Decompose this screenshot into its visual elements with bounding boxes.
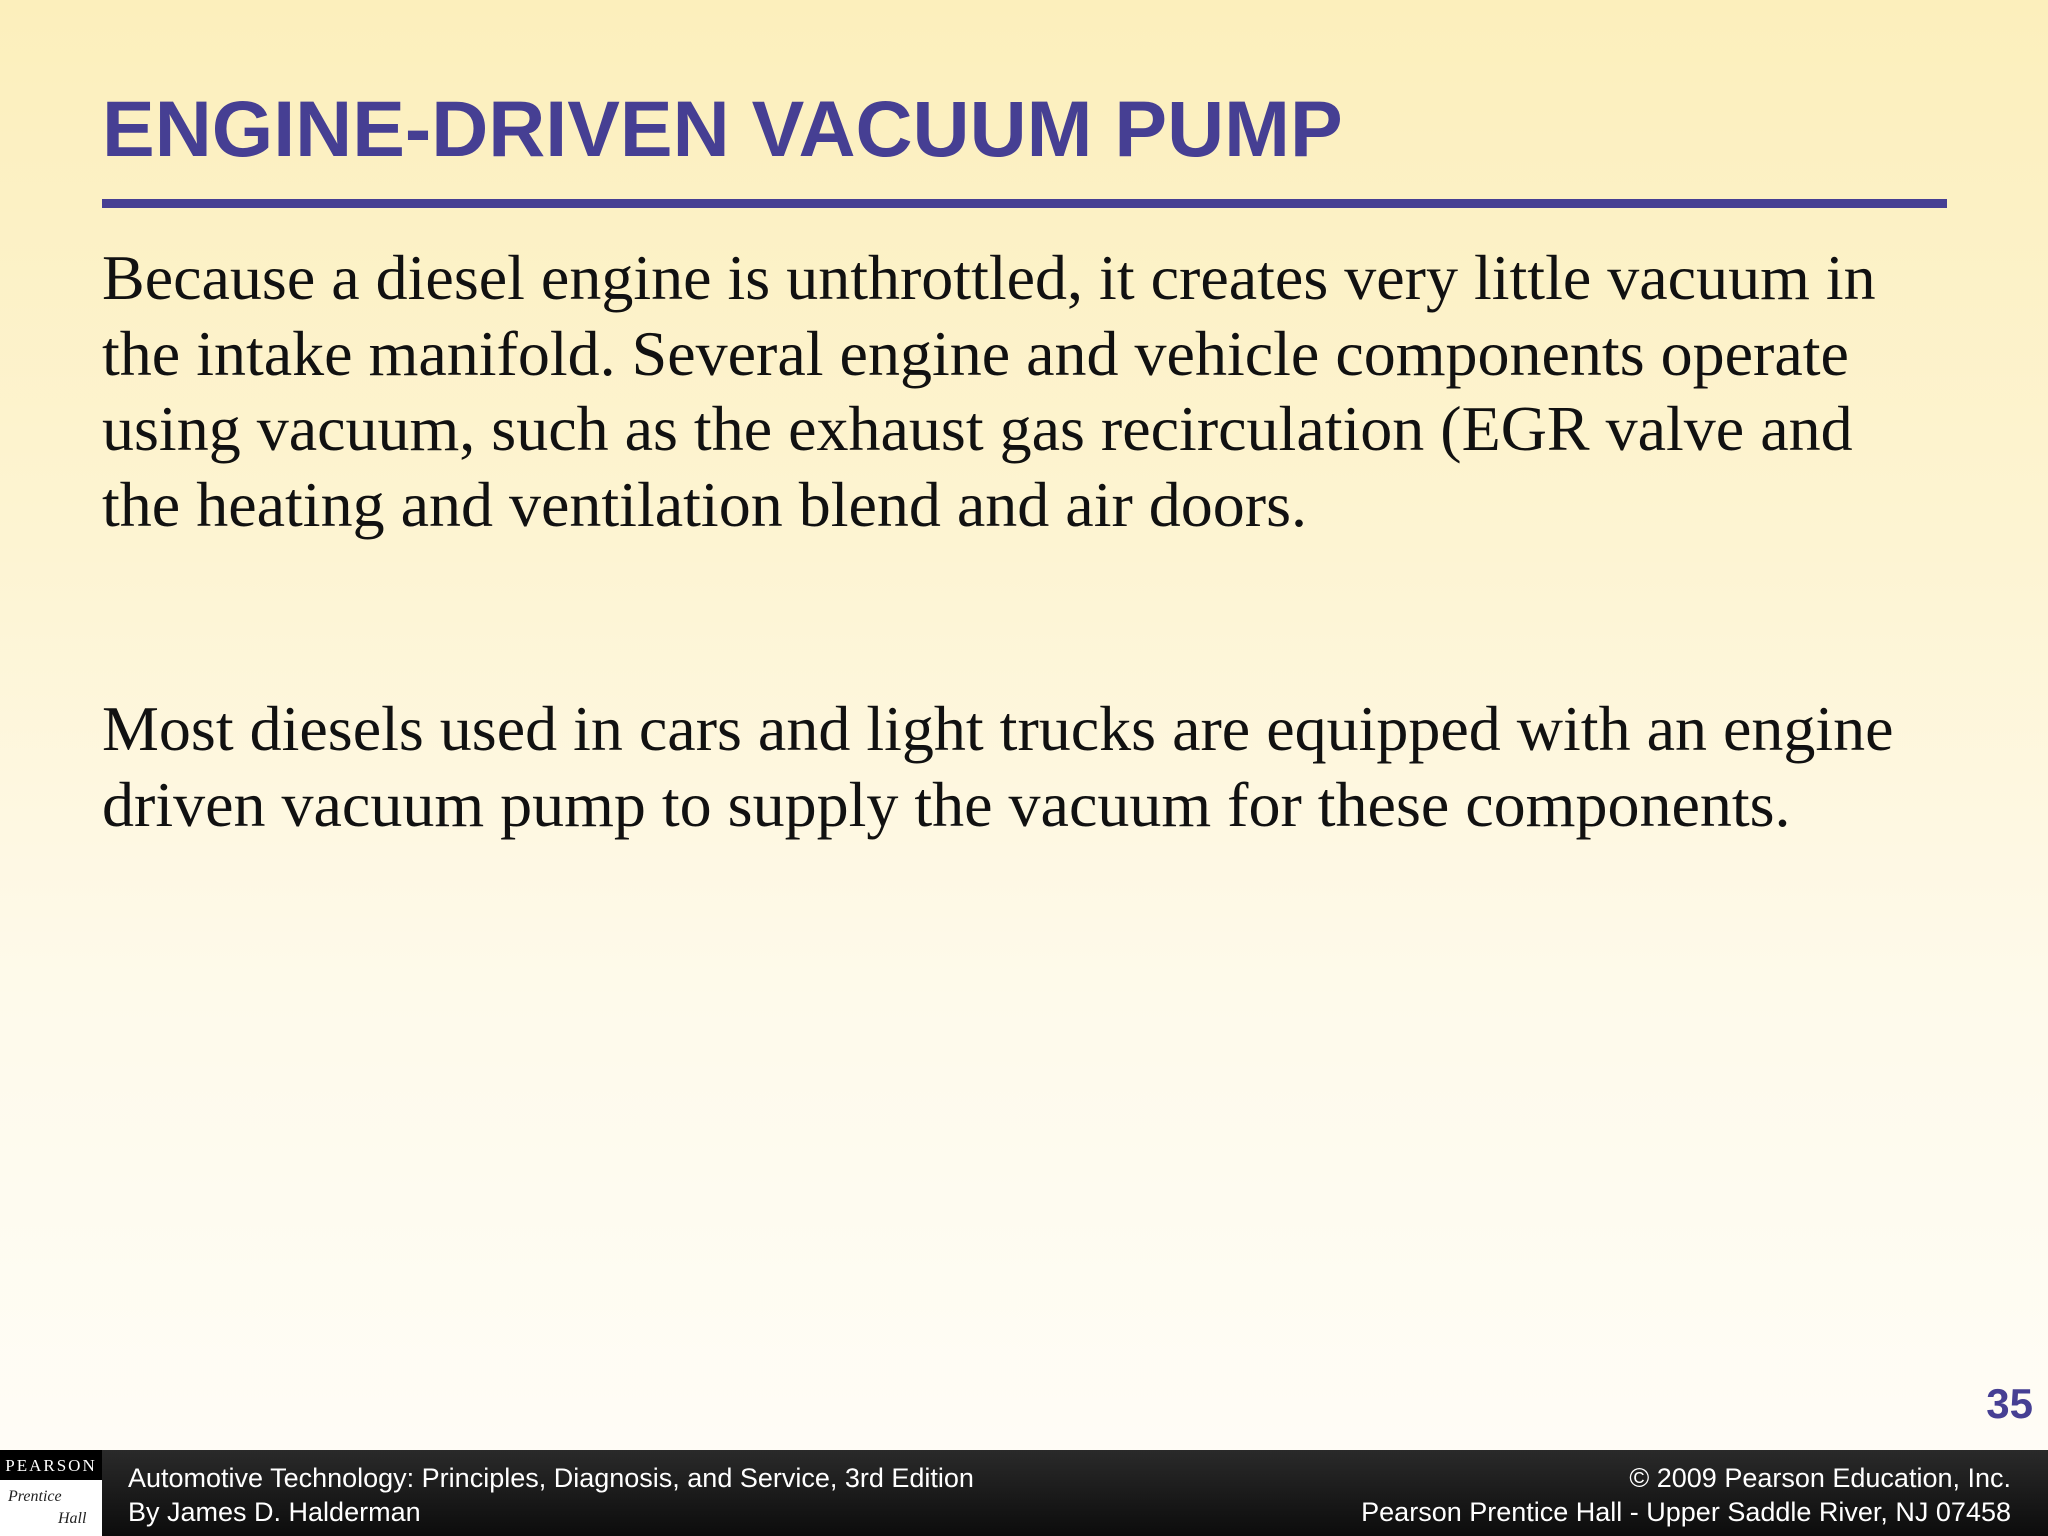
- slide-title: ENGINE-DRIVEN VACUUM PUMP: [102, 84, 1343, 173]
- slide-footer: [0, 1450, 2048, 1536]
- slide-number: 35: [1986, 1380, 2033, 1427]
- footer-book-title: Automotive Technology: Principles, Diagnosis, and Service, 3rd Edition: [128, 1463, 974, 1493]
- logo-prentice-hall: [0, 1480, 102, 1536]
- logo-pearson-text: PEARSON: [0, 1450, 102, 1480]
- body-paragraph-2: Most diesels used in cars and light trucks are equipped with an engine driven vacuum pump to supply the vacuum for these components.: [102, 693, 1894, 840]
- footer-author: By James D. Halderman: [128, 1497, 421, 1527]
- logo-hall-text: Hall: [58, 1510, 87, 1527]
- footer-publisher: Pearson Prentice Hall - Upper Saddle River, NJ 07458: [1361, 1497, 2011, 1527]
- footer-copyright: © 2009 Pearson Education, Inc.: [1629, 1463, 2011, 1493]
- logo-prentice-text: Prentice: [8, 1488, 62, 1505]
- pearson-prentice-hall-logo: [0, 1450, 102, 1536]
- title-underline: [102, 199, 1947, 208]
- body-paragraph-1: Because a diesel engine is unthrottled, it creates very little vacuum in the intake manifold. Several engine and vehicle components operate using vacuum, such as the exhaust gas recirculation (EGR valve and the heating and ventilation blend and air doors.: [102, 242, 1876, 540]
